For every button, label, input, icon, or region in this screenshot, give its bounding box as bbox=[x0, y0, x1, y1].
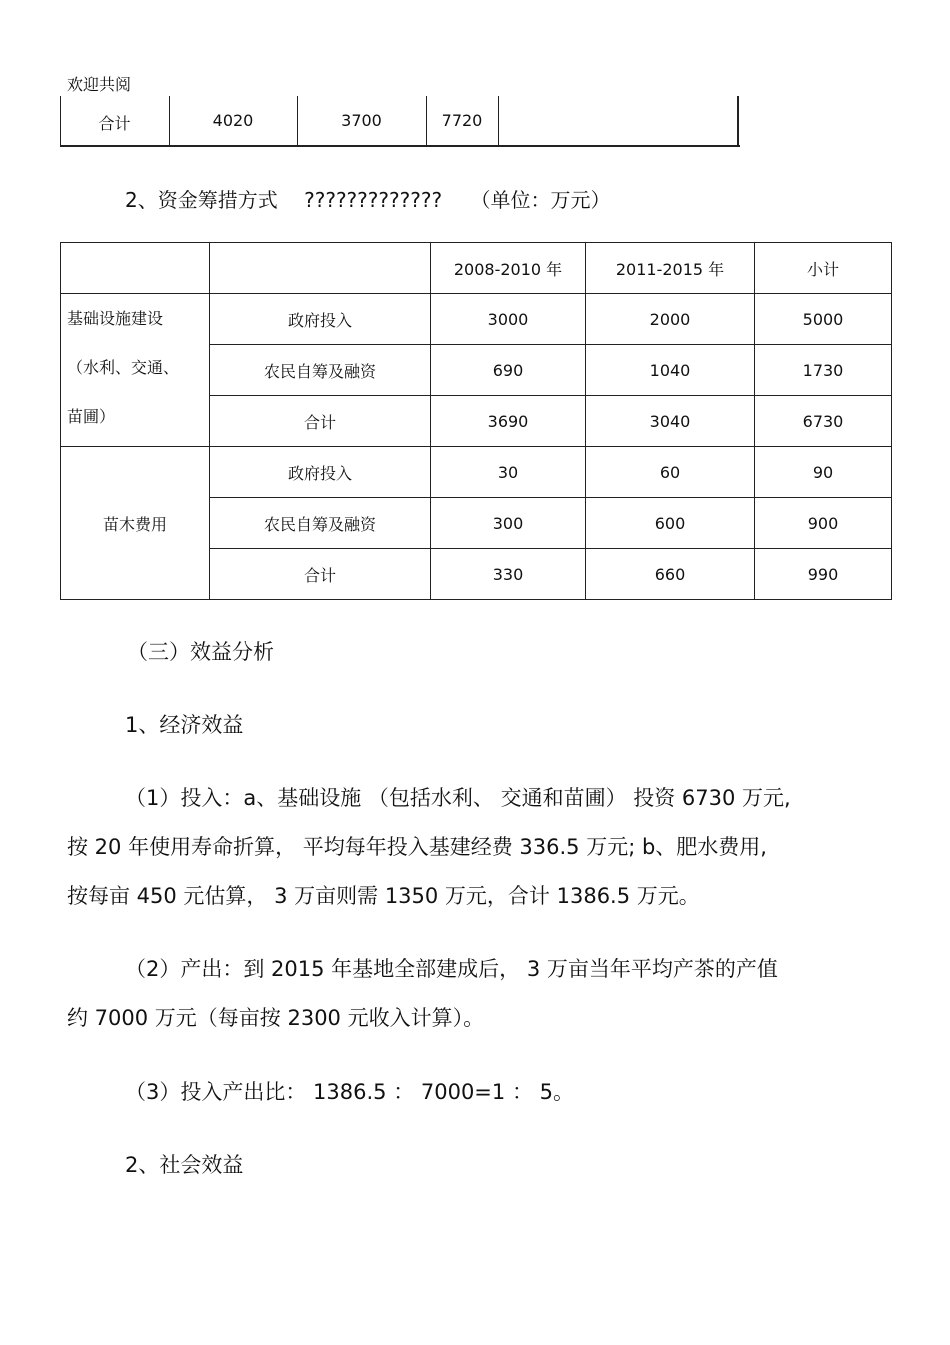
group-label-seedlings: 苗木费用 bbox=[61, 447, 210, 600]
row-total: 1730 bbox=[755, 345, 892, 396]
totals-table-fragment bbox=[60, 96, 740, 147]
row-item: 政府投入 bbox=[210, 294, 431, 345]
row-value: 600 bbox=[586, 498, 755, 549]
group-label-line: （水利、交通、 bbox=[67, 358, 180, 377]
row-total: 5000 bbox=[755, 294, 892, 345]
funding-table bbox=[60, 242, 892, 600]
row-total: 900 bbox=[755, 498, 892, 549]
header-cell bbox=[61, 243, 210, 294]
row-value: 60 bbox=[586, 447, 755, 498]
row-total: 6730 bbox=[755, 396, 892, 447]
funding-unit: （单位：万元） bbox=[470, 188, 611, 212]
paragraph-line: （2）产出：到 2015 年基地全部建成后， 3 万亩当年平均产茶的产值 bbox=[125, 957, 778, 981]
output-paragraph bbox=[67, 945, 897, 1043]
totals-label: 合计 bbox=[98, 114, 131, 133]
table-row bbox=[61, 447, 892, 498]
paragraph-line: 按每亩 450 元估算， 3 万亩则需 1350 万元，合计 1386.5 万元。 bbox=[67, 884, 700, 908]
row-value: 3690 bbox=[431, 396, 586, 447]
row-total: 90 bbox=[755, 447, 892, 498]
table-header-row bbox=[61, 243, 892, 294]
header-cell: 小计 bbox=[755, 243, 892, 294]
input-paragraph bbox=[67, 774, 897, 921]
benefit-heading: （三）效益分析 bbox=[127, 640, 274, 664]
row-value: 2000 bbox=[586, 294, 755, 345]
row-value: 660 bbox=[586, 549, 755, 600]
row-value: 3040 bbox=[586, 396, 755, 447]
row-item: 农民自筹及融资 bbox=[210, 345, 431, 396]
row-item: 合计 bbox=[210, 549, 431, 600]
funding-title: 2、资金筹措方式 bbox=[125, 188, 278, 212]
row-value: 30 bbox=[431, 447, 586, 498]
group-label-infrastructure bbox=[61, 294, 210, 447]
row-item: 农民自筹及融资 bbox=[210, 498, 431, 549]
row-total: 990 bbox=[755, 549, 892, 600]
table-row bbox=[61, 294, 892, 345]
group-label-line: 苗圃） bbox=[67, 407, 116, 426]
totals-value-1: 4020 bbox=[212, 111, 254, 130]
paragraph-line: 约 7000 万元（每亩按 2300 元收入计算）。 bbox=[67, 1006, 485, 1030]
row-value: 3000 bbox=[431, 294, 586, 345]
totals-value-2: 3700 bbox=[341, 111, 382, 130]
header-cell: 2011-2015 年 bbox=[586, 243, 755, 294]
header-cell bbox=[210, 243, 431, 294]
row-item: 合计 bbox=[210, 396, 431, 447]
row-value: 330 bbox=[431, 549, 586, 600]
social-benefit-heading: 2、社会效益 bbox=[125, 1153, 244, 1177]
row-value: 300 bbox=[431, 498, 586, 549]
ratio-paragraph: （3）投入产出比： 1386.5 ： 7000=1 ： 5。 bbox=[125, 1080, 574, 1104]
header-note: 欢迎共阅 bbox=[67, 75, 132, 94]
totals-value-3: 7720 bbox=[441, 111, 483, 130]
paragraph-line: 按 20 年使用寿命折算， 平均每年投入基建经费 336.5 万元; b、肥水费用, bbox=[67, 835, 767, 859]
row-item: 政府投入 bbox=[210, 447, 431, 498]
row-value: 690 bbox=[431, 345, 586, 396]
funding-garbled-text: ????????????? bbox=[304, 188, 443, 212]
row-value: 1040 bbox=[586, 345, 755, 396]
header-cell: 2008-2010 年 bbox=[431, 243, 586, 294]
paragraph-line: （1）投入：a、基础设施 （包括水利、 交通和苗圃） 投资 6730 万元, bbox=[125, 786, 791, 810]
economic-benefit-heading: 1、经济效益 bbox=[125, 713, 244, 737]
group-label-line: 基础设施建设 bbox=[67, 309, 164, 328]
funding-heading bbox=[125, 184, 610, 213]
